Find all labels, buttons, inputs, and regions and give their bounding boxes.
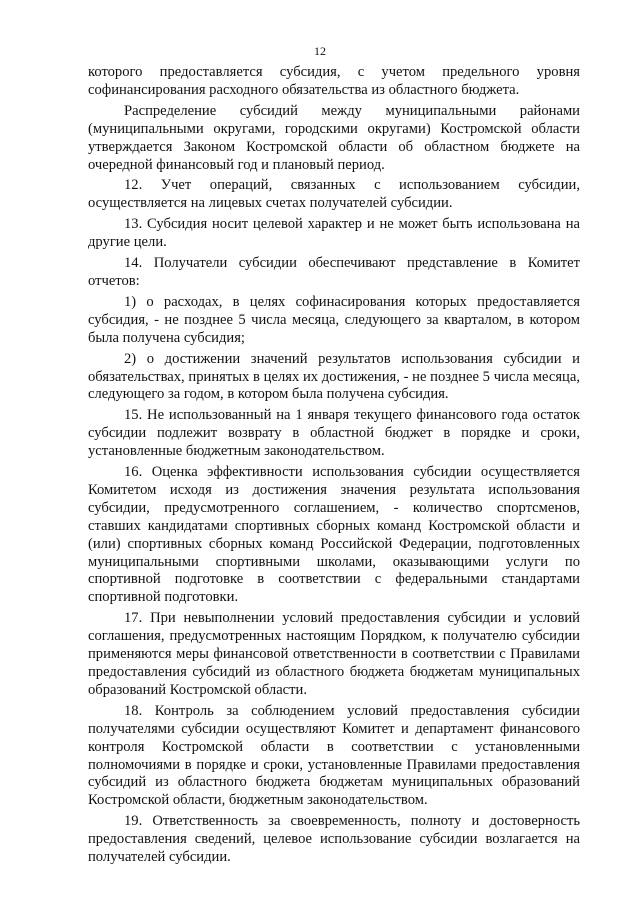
paragraph-continuation: которого предоставляется субсидия, с учетом предельного уровня софинансирования расходного обязательства из областного бюджета. <box>88 64 580 98</box>
paragraph-14-item-2: 2) о достижении значений результатов использования субсидии и обязательствах, принятых в целях их достижения, - не позднее 5 числа месяца, следующего за годом, в котором была получена субсидия. <box>88 350 580 403</box>
paragraph-14: 14. Получатели субсидии обеспечивают представление в Комитет отчетов: <box>88 255 580 289</box>
paragraph-15: 15. Не использованный на 1 января текущего финансового года остаток субсидии подлежит возврату в областной бюджет в порядке и сроки, установленные бюджетным законодательством. <box>88 407 580 460</box>
paragraph-14-item-1: 1) о расходах, в целях софинасирования которых предоставляется субсидия, - не позднее 5 числа месяца, следующего за кварталом, в котором была получена субсидия; <box>88 293 580 346</box>
document-body <box>88 64 580 870</box>
paragraph-18: 18. Контроль за соблюдением условий предоставления субсидии получателями субсидии осуществляют Комитет и департамент финансового контроля Костромской области в соответствии с установленными полномочиями в порядке и сроки, установленные Правилами предоставления субсидий из областного бюджета бюджетам муниципальных образований Костромской области, бюджетным законодательством. <box>88 702 580 809</box>
paragraph-16: 16. Оценка эффективности использования субсидии осуществляется Комитетом исходя из достижения значения результата использования субсидии, предусмотренного соглашением, - количество спортсменов, ставших кандидатами спортивных сборных команд Костромской области и (или) спортивных сборных команд Российской Федерации, подготовленных муниципальными спортивными школами, оказывающими услуги по спортивной подготовке в соответствии с федеральными стандартами спортивной подготовки. <box>88 464 580 606</box>
paragraph-17: 17. При невыполнении условий предоставления субсидии и условий соглашения, предусмотренных настоящим Порядком, к получателю субсидии применяются меры финансовой ответственности в соответствии с Правилами предоставления субсидий из областного бюджета бюджетам муниципальных образований Костромской области. <box>88 610 580 698</box>
paragraph-distribution: Распределение субсидий между муниципальными районами (муниципальными округами, городскими округами) Костромской области утверждается Законом Костромской области об областном бюджете на очередной финансовый год и плановый период. <box>88 102 580 173</box>
paragraph-19: 19. Ответственность за своевременность, полноту и достоверность предоставления сведений, целевое использование субсидии возлагается на получателей субсидии. <box>88 813 580 866</box>
page-number: 12 <box>314 44 326 58</box>
paragraph-12: 12. Учет операций, связанных с использованием субсидии, осуществляется на лицевых счетах получателей субсидии. <box>88 177 580 212</box>
paragraph-13: 13. Субсидия носит целевой характер и не может быть использована на другие цели. <box>88 216 580 251</box>
